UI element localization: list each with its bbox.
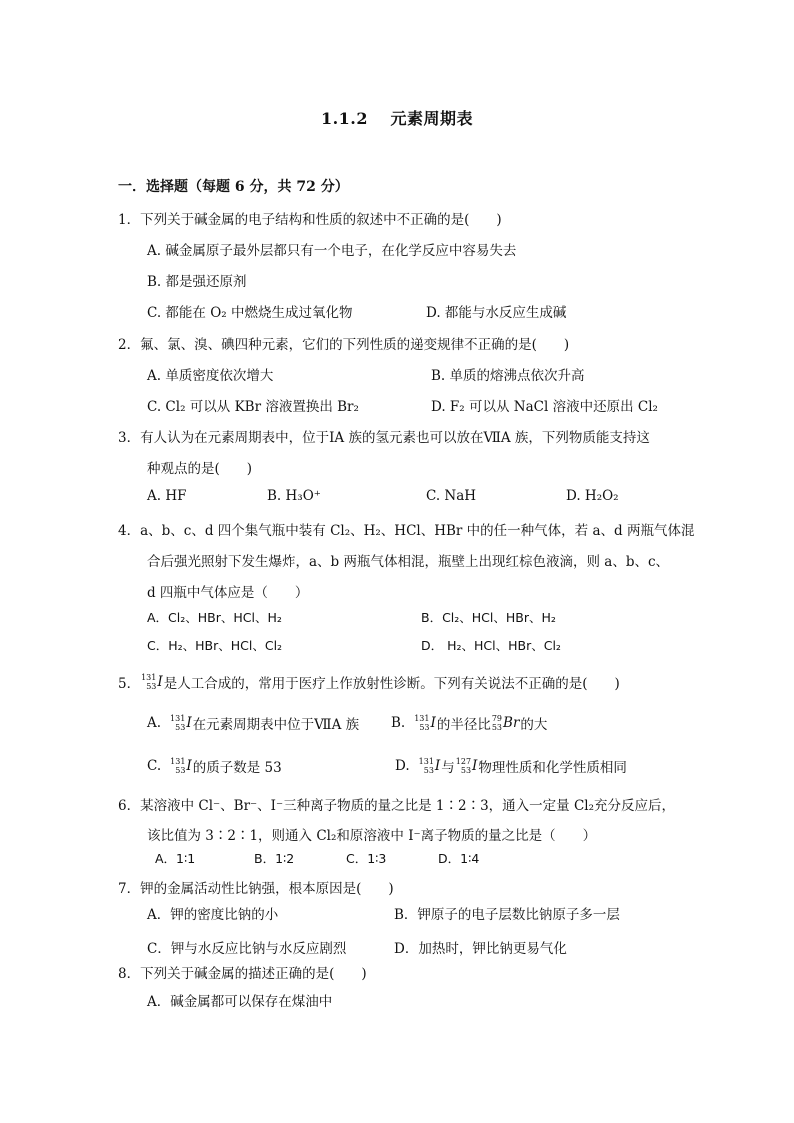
q2-option-c: C. Cl₂ 可以从 KBr 溶液置换出 Br₂	[147, 399, 359, 415]
q2-stem: 2．氟、氯、溴、碘四种元素，它们的下列性质的递变规律不正确的是( )	[118, 337, 570, 353]
q2-option-d: D. F₂ 可以从 NaCl 溶液中还原出 Cl₂	[431, 399, 658, 415]
q1-option-c: C. 都能在 O₂ 中燃烧生成过氧化物	[147, 305, 353, 321]
q4-stem-line3: d 四瓶中气体应是（ ）	[147, 585, 309, 601]
q6-stem-line2: 该比值为 3∶2∶1，则通入 Cl₂和原溶液中 I⁻离子物质的量之比是（ ）	[147, 828, 597, 844]
q5-stem-text: 是人工合成的，常用于医疗上作放射性诊断。下列有关说法不正确的是( )	[163, 676, 620, 692]
page-title: 1.1.2 元素周期表	[320, 109, 474, 128]
q1-stem: 1．下列关于碱金属的电子结构和性质的叙述中不正确的是( )	[118, 212, 502, 228]
q4-option-d: D． H₂、HCl、HBr、Cl₂	[421, 638, 561, 653]
q1-option-a: A. 碱金属原子最外层都只有一个电子，在化学反应中容易失去	[147, 243, 517, 259]
q5-option-d: D. 131 53 I 与 127 53 I 物理性质和化学性质相同	[395, 757, 627, 776]
q8-stem: 8．下列关于碱金属的描述正确的是( )	[118, 966, 367, 982]
q6-option-a: A．1∶1	[155, 851, 196, 866]
q1-option-b: B. 都是强还原剂	[147, 274, 247, 290]
q4-stem-line1: 4．a、b、c、d 四个集气瓶中装有 Cl₂、H₂、HCl、HBr 中的任一种气体，若 a、d 两瓶气体混	[118, 523, 695, 539]
q3-option-b: B. H₃O⁺	[267, 488, 321, 504]
q7-stem: 7．钾的金属活动性比钠强，根本原因是( )	[118, 881, 394, 897]
q3-stem-line1: 3．有人认为在元素周期表中，位于ⅠA 族的氢元素也可以放在ⅦA 族，下列物质能支持这	[118, 430, 650, 446]
q7-option-a: A．钾的密度比钠的小	[147, 907, 279, 923]
q2-option-b: B. 单质的熔沸点依次升高	[431, 368, 585, 384]
q5-stem	[118, 672, 620, 692]
q6-stem-line1: 6．某溶液中 Cl⁻、Br⁻、I⁻三种离子物质的量之比是 1∶2∶3，通入一定量 Cl₂充分反应后，	[118, 798, 676, 814]
q7-option-b: B．钾原子的电子层数比钠原子多一层	[394, 907, 620, 923]
q4-option-c: C．H₂、HBr、HCl、Cl₂	[147, 638, 283, 653]
q3-option-d: D. H₂O₂	[566, 488, 619, 504]
q5-number: 5．	[118, 676, 141, 692]
q3-stem-line2: 种观点的是( )	[147, 461, 253, 477]
q3-option-a: A. HF	[147, 488, 187, 504]
q6-option-d: D．1∶4	[438, 851, 480, 866]
q1-option-d: D. 都能与水反应生成碱	[426, 305, 567, 321]
section-heading: 一．选择题（每题 6 分，共 72 分）	[118, 179, 349, 195]
q4-stem-line2: 合后强光照射下发生爆炸，a、b 两瓶气体相混，瓶壁上出现红棕色液滴，则 a、b、c、	[147, 554, 670, 570]
q7-option-c: C．钾与水反应比钠与水反应剧烈	[147, 941, 347, 957]
q7-option-d: D．加热时，钾比钠更易气化	[394, 941, 567, 957]
q4-option-a: A．Cl₂、HBr、HCl、H₂	[147, 610, 282, 625]
q6-option-c: C．1∶3	[346, 851, 387, 866]
q5-option-b: B. 131 53 I 的半径比 79 53 Br 的大	[391, 714, 548, 733]
q3-option-c: C. NaH	[426, 488, 477, 504]
q8-option-a: A．碱金属都可以保存在煤油中	[147, 994, 333, 1010]
q4-option-b: B．Cl₂、HCl、HBr、H₂	[421, 610, 556, 625]
q2-option-a: A. 单质密度依次增大	[147, 368, 274, 384]
iodine-131-nuclide: 131 53 I	[141, 673, 163, 691]
q6-option-b: B．1∶2	[254, 851, 295, 866]
q5-option-a: A. 131 53 I 在元素周期表中位于ⅦA 族	[147, 714, 360, 733]
q5-option-c: C. 131 53 I 的质子数是 53	[147, 757, 282, 776]
